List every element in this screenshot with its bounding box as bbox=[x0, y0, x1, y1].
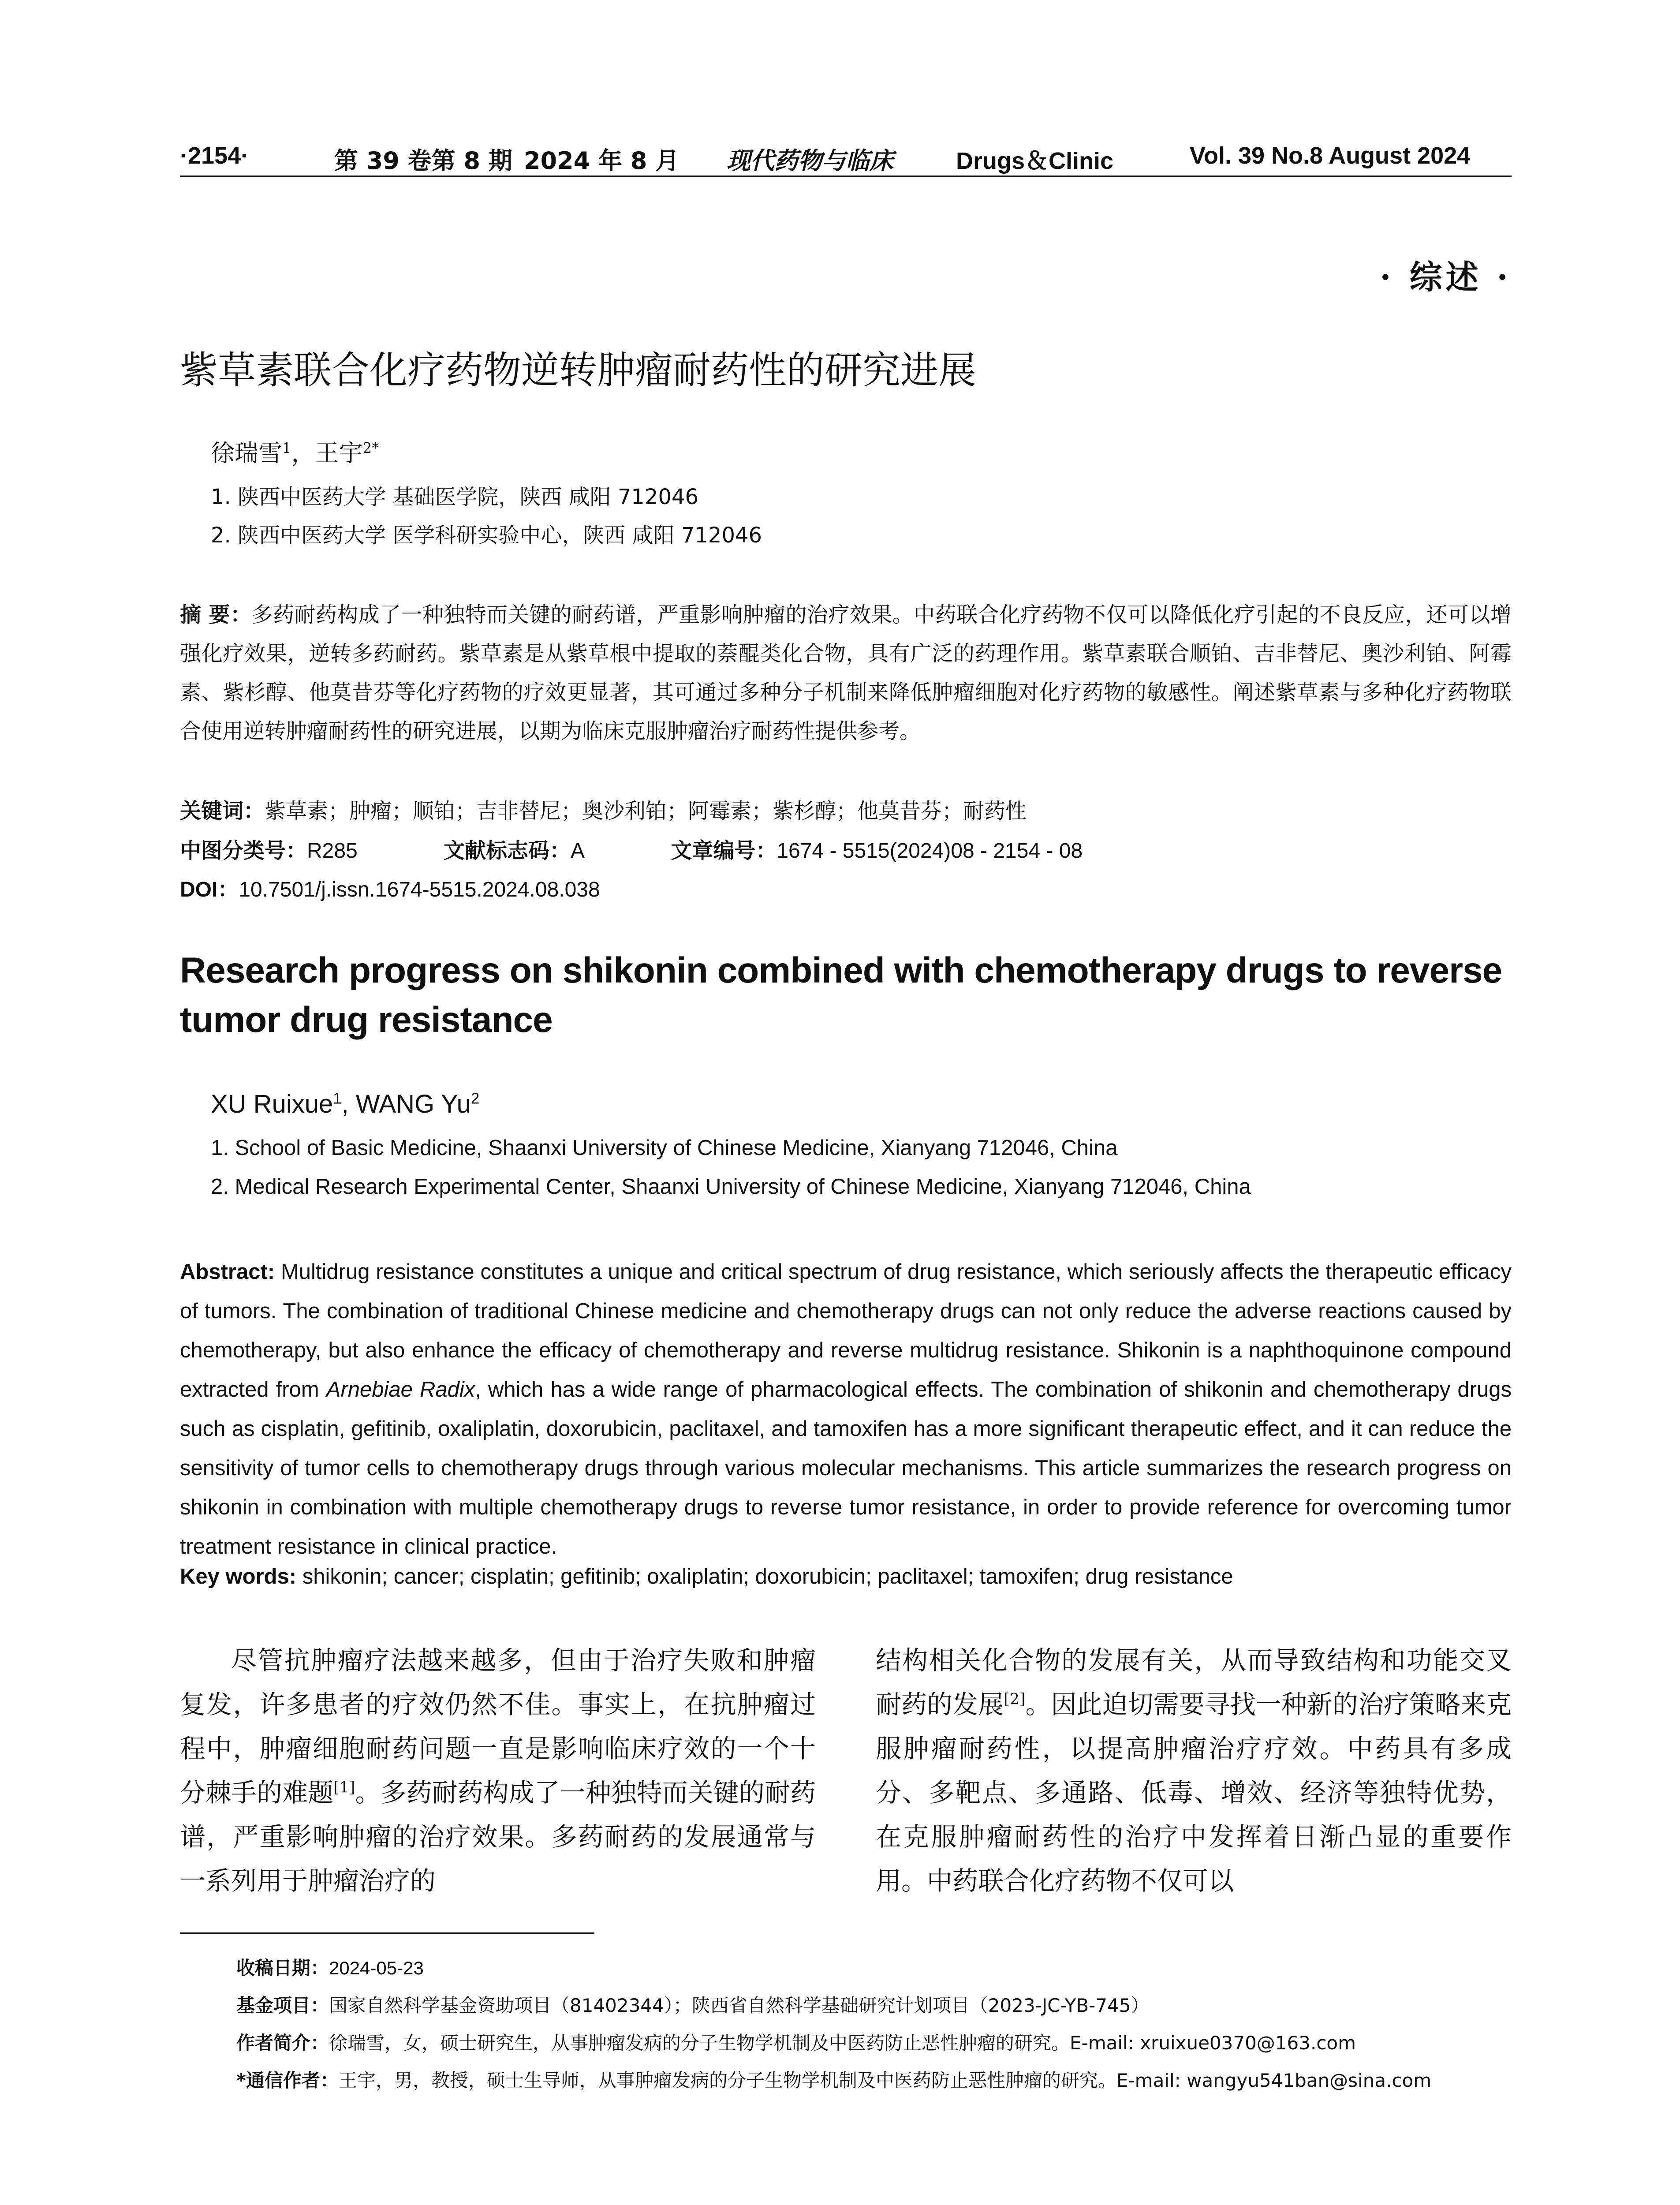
abstract-cn bbox=[180, 595, 1512, 751]
author-affiliation-mark: 2 bbox=[470, 1090, 480, 1107]
doi-line bbox=[180, 872, 600, 903]
affiliation-cn-1: 1. 陕西中医药大学 基础医学院，陕西 咸阳 712046 bbox=[211, 485, 699, 509]
keywords-cn-text: 紫草素；肿瘤；顺铂；吉非替尼；奥沙利铂；阿霉素；紫杉醇；他莫昔芬；耐药性 bbox=[265, 799, 1027, 823]
keywords-en-text: shikonin; cancer; cisplatin; gefitinib; oxaliplatin; doxorubicin; paclitaxel; tamoxifen; drug resistance bbox=[302, 1565, 1233, 1588]
author-separator: ， bbox=[291, 439, 315, 467]
article-no-value: 1674 - 5515(2024)08 - 2154 - 08 bbox=[777, 839, 1083, 863]
footnote-label: *通信作者： bbox=[236, 2070, 339, 2091]
footnote-rule bbox=[180, 1932, 594, 1934]
keywords-cn-label: 关键词： bbox=[180, 799, 265, 823]
footnote-corresponding bbox=[236, 2066, 1431, 2093]
abstract-en-label: Abstract: bbox=[180, 1260, 275, 1284]
author-name: 王宇 bbox=[315, 439, 363, 467]
affiliation-cn-2: 2. 陕西中医药大学 医学科研实验中心，陕西 咸阳 712046 bbox=[211, 523, 762, 548]
affiliation-en-1: 1. School of Basic Medicine, Shaanxi University of Chinese Medicine, Xianyang 712046, China bbox=[211, 1136, 1118, 1160]
article-title-cn: 紫草素联合化疗药物逆转肿瘤耐药性的研究进展 bbox=[180, 348, 976, 392]
doi-value: 10.7501/j.issn.1674-5515.2024.08.038 bbox=[239, 878, 600, 901]
body-column-left bbox=[180, 1638, 816, 1903]
citation-ref[interactable]: [2] bbox=[1004, 1690, 1026, 1708]
body-text: 结构相关化合物的发展有关，从而导致结构和功能交叉耐药的发展 bbox=[876, 1645, 1512, 1719]
classification-line bbox=[180, 833, 1083, 864]
body-paragraph bbox=[180, 1638, 816, 1903]
body-text: 尽管抗肿瘤疗法越来越多，但由于治疗失败和肿瘤复发，许多患者的疗效仍然不佳。事实上，在抗肿瘤过程中，肿瘤细胞耐药问题一直是影响临床疗效的一个十分棘手的难题 bbox=[180, 1645, 816, 1808]
author-affiliation-mark: 1 bbox=[333, 1090, 342, 1107]
journal-name-cn: 现代药物与临床 bbox=[727, 147, 893, 175]
abstract-en bbox=[180, 1252, 1512, 1566]
footnote-author bbox=[236, 2029, 1356, 2055]
clc-label: 中图分类号： bbox=[180, 838, 307, 863]
article-no-label: 文章编号： bbox=[671, 838, 777, 863]
keywords-en-label: Key words: bbox=[180, 1565, 297, 1588]
authors-en bbox=[211, 1089, 479, 1119]
article-title-en: Research progress on shikonin combined with chemotherapy drugs to reverse tumor drug resistance bbox=[180, 950, 1502, 1040]
affiliation-en-2: 2. Medical Research Experimental Center, Shaanxi University of Chinese Medicine, Xianyang 712046, China bbox=[211, 1175, 1251, 1199]
footnote-fund bbox=[236, 1991, 1150, 2018]
volume-issue-en: Vol. 39 No.8 August 2024 bbox=[1190, 142, 1471, 169]
abstract-cn-text: 多药耐药构成了一种独特而关键的耐药谱，严重影响肿瘤的治疗效果。中药联合化疗药物不仅可以降低化疗引起的不良反应，还可以增强化疗效果，逆转多药耐药。紫草素是从紫草根中提取的萘醌类化合物，具有广泛的药理作用。紫草素联合顺铂、吉非替尼、奥沙利铂、阿霉素、紫杉醇、他莫昔芬等化疗药物的疗效更显著，其可通过多种分子机制来降低肿瘤细胞对化疗药物的敏感性。阐述紫草素与多种化疗药物联合使用逆转肿瘤耐药性的研究进展，以期为临床克服肿瘤治疗耐药性提供参考。 bbox=[180, 602, 1512, 744]
author-affiliation-mark: 1 bbox=[282, 440, 291, 456]
abstract-en-text: Multidrug resistance constitutes a unique and critical spectrum of drug resistance, which seriously affects the therapeutic efficacy of tumors. The combination of traditional Chinese medicine and chemotherapy drugs can not only reduce the adverse reactions caused by chemotherapy, but also enhance the efficacy of chemotherapy and reverse multidrug resistance. Shikonin is a naphthoquinone compound extracted from bbox=[180, 1260, 1512, 1401]
body-text: 。因此迫切需要寻找一种新的治疗策略来克服肿瘤耐药性，以提高肿瘤治疗疗效。中药具有多成分、多靶点、多通路、低毒、增效、经济等独特优势，在克服肿瘤耐药性的治疗中发挥着日渐凸显的重要作用。中药联合化疗药物不仅可以 bbox=[876, 1689, 1512, 1896]
keywords-cn bbox=[180, 794, 1027, 824]
footnote-text: 国家自然科学基金资助项目（81402344）；陕西省自然科学基础研究计划项目（2023-JC-YB-745） bbox=[329, 1995, 1150, 2016]
footnote-text: 王宇，男，教授，硕士生导师，从事肿瘤发病的分子生物学机制及中医药防止恶性肿瘤的研究。E-mail: wangyu541ban@sina.com bbox=[338, 2070, 1432, 2091]
clc-value: R285 bbox=[307, 839, 358, 863]
section-tag: · 综述 · bbox=[1379, 258, 1512, 296]
footnote-label: 基金项目： bbox=[236, 1995, 329, 2016]
date-cn: 2024 年 8 月 bbox=[524, 147, 679, 175]
keywords-en bbox=[180, 1564, 1233, 1589]
running-header bbox=[180, 142, 1512, 177]
volume-issue-cn: 第 39 卷第 8 期 bbox=[334, 147, 512, 175]
footnote-text: 徐瑞雪，女，硕士研究生，从事肿瘤发病的分子生物学机制及中医药防止恶性肿瘤的研究。E-mail: xruixue0370@163.com bbox=[329, 2032, 1356, 2054]
header-rule bbox=[180, 176, 1512, 177]
footnote-text: 2024-05-23 bbox=[329, 1958, 424, 1978]
doi-label: DOI： bbox=[180, 878, 239, 901]
citation-ref[interactable]: [1] bbox=[333, 1779, 355, 1797]
abstract-en-italic-term: Arnebiae Radix bbox=[326, 1378, 475, 1401]
author-name: WANG Yu bbox=[355, 1090, 471, 1118]
body-paragraph bbox=[876, 1638, 1512, 1903]
abstract-en-text: , which has a wide range of pharmacological effects. The combination of shikonin and chemotherapy drugs such as cisplatin, gefitinib, oxaliplatin, doxorubicin, paclitaxel, and tamoxifen has a more significant therapeutic effect, and it can reduce the sensitivity of tumor cells to chemotherapy drugs through various molecular mechanisms. This article summarizes the research progress on shikonin in combination with multiple chemotherapy drugs to reverse tumor resistance, in order to provide reference for overcoming tumor treatment resistance in clinical practice. bbox=[180, 1378, 1512, 1558]
doc-code-label: 文献标志码： bbox=[444, 838, 571, 863]
author-name: 徐瑞雪 bbox=[211, 439, 282, 467]
authors-cn bbox=[211, 434, 379, 468]
author-affiliation-mark: 2* bbox=[362, 440, 379, 456]
doc-code-value: A bbox=[571, 839, 585, 863]
footnote-label: 收稿日期： bbox=[236, 1957, 329, 1979]
footnote-received bbox=[236, 1954, 424, 1980]
journal-name-en: Drugs＆Clinic bbox=[956, 148, 1114, 174]
footnote-label: 作者简介： bbox=[236, 2032, 329, 2054]
body-column-right bbox=[876, 1638, 1512, 1903]
author-separator: , bbox=[341, 1090, 356, 1118]
abstract-cn-label: 摘 要： bbox=[180, 602, 252, 627]
author-name: XU Ruixue bbox=[211, 1090, 333, 1118]
page-number: ·2154· bbox=[180, 142, 249, 169]
body-text: 。多药耐药构成了一种独特而关键的耐药谱，严重影响肿瘤的治疗效果。多药耐药的发展通常与一系列用于肿瘤治疗的 bbox=[180, 1778, 816, 1896]
